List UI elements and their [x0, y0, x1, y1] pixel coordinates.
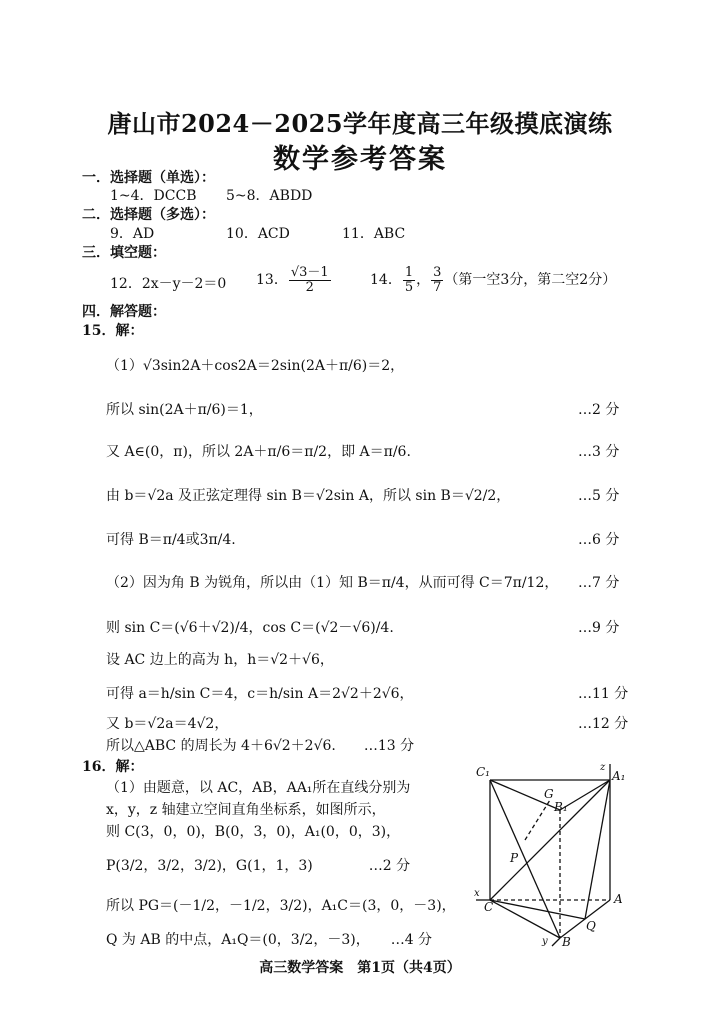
fill-answer-14-first: [403, 266, 415, 294]
section-3-heading: 三．填空题：: [82, 245, 166, 261]
p15-step-5: 可得 B＝π/4或3π/4.: [106, 532, 236, 548]
fill-answer-12: 12．2x－y－2＝0: [110, 276, 227, 292]
p16-step-6-text: Q 为 AB 的中点，A₁Q＝(0，3/2，－3)，: [106, 932, 363, 948]
p15-step-4: 由 b＝√2a 及正弦定理得 sin B＝√2sin A，所以 sin B＝√2/2，: [106, 488, 511, 504]
label-C1: C₁: [476, 765, 490, 779]
p16-step-4-text: P(3/2，3/2，3/2)，G(1，1，3): [106, 858, 313, 874]
multi-answer-9: 9．AD: [110, 226, 155, 242]
label-P: P: [510, 851, 519, 865]
p15-step-3: 又 A∈(0，π)，所以 2A＋π/6＝π/2，即 A＝π/6.: [106, 444, 411, 460]
p15-step-2-score: …2 分: [578, 402, 620, 418]
p15-step-6-score: …7 分: [578, 575, 620, 591]
label-Q: Q: [586, 919, 596, 933]
fill-answer-13-label: 13．: [256, 272, 288, 289]
p16-step-6: [106, 930, 432, 950]
label-B: B: [562, 935, 571, 948]
fill-answer-14-label: 14．: [370, 272, 402, 289]
section-4-heading: 四．解答题：: [82, 304, 166, 320]
p16-step-4-score: …2 分: [368, 858, 411, 874]
p15-step-4-score: …5 分: [578, 488, 620, 504]
mc-answers-1-4: 1~4．DCCB: [110, 188, 197, 204]
fill-answer-14-second-denominator: 7: [433, 279, 442, 295]
label-C: C: [484, 900, 494, 914]
p15-step-9-score: …11 分: [578, 686, 629, 702]
section-2-heading: 二．选择题（多选）：: [82, 207, 215, 223]
problem-16-label: 16．解：: [82, 759, 144, 775]
page-footer: 高三数学答案 第1页（共4页）: [259, 960, 461, 976]
fill-answer-14-note: （第一空3分，第二空2分）: [444, 272, 617, 289]
p15-step-11: [106, 736, 414, 756]
label-G: G: [544, 787, 554, 801]
p15-step-7: 则 sin C＝(√6＋√2)/4，cos C＝(√2－√6)/4.: [106, 620, 394, 636]
fill-answer-13-numerator: √3－1: [290, 265, 329, 280]
fill-answer-14: 14． $\frac{1}{5}$ ， $\frac{3}{7}$ （第一空3分，第二空2分）: [370, 265, 617, 295]
fill-answer-14-second: [431, 266, 443, 294]
p15-step-5-score: …6 分: [578, 532, 620, 548]
p16-step-4: [106, 856, 410, 876]
p15-step-2: 所以 sin(2A＋π/6)＝1，: [106, 402, 263, 418]
p15-step-1: （1）√3sin2A＋cos2A＝2sin(2A＋π/6)＝2，: [106, 358, 405, 374]
fill-answer-13: [256, 266, 332, 294]
mc-answers-5-8: 5~8．ABDD: [226, 188, 313, 204]
p16-step-3: 则 C(3，0，0)，B(0，3，0)，A₁(0，0，3)，: [106, 824, 401, 840]
prism-figure: [462, 758, 632, 948]
label-A: A: [614, 892, 623, 906]
axis-z-label: z: [600, 762, 606, 773]
label-B1: B₁: [554, 800, 568, 814]
p15-step-10-score: …12 分: [578, 716, 629, 732]
label-A1: A₁: [612, 769, 626, 783]
multi-answer-10: 10．ACD: [226, 226, 290, 242]
multi-answer-11: 11．ABC: [342, 226, 406, 242]
p16-step-5: 所以 PG＝(－1/2，－1/2，3/2)，A₁C＝(3，0，－3)，: [106, 898, 456, 914]
p16-step-2: x，y，z 轴建立空间直角坐标系，如图所示，: [106, 802, 386, 818]
section-1-heading: 一．选择题（单选）：: [82, 170, 215, 186]
p16-step-1: （1）由题意，以 AC，AB，AA₁所在直线分别为: [106, 780, 411, 796]
p15-step-8: 设 AC 边上的高为 h，h＝√2＋√6，: [106, 652, 334, 668]
p15-step-10: 又 b＝√2a＝4√2，: [106, 716, 229, 732]
axis-x-label: x: [474, 888, 480, 899]
fill-answer-13-fraction: [289, 266, 331, 294]
fill-answer-14-first-numerator: 1: [404, 265, 414, 280]
page-subtitle: 数学参考答案: [273, 144, 447, 175]
p15-step-7-score: …9 分: [578, 620, 620, 636]
axis-y-label: y: [542, 936, 548, 947]
p15-step-9: 可得 a＝h/sin C＝4，c＝h/sin A＝2√2＋2√6，: [106, 686, 414, 702]
problem-15-label: 15．解：: [82, 323, 144, 339]
fill-answer-14-first-denominator: 5: [404, 279, 414, 295]
p15-step-3-score: …3 分: [578, 444, 620, 460]
fill-answer-14-second-numerator: 3: [433, 265, 442, 280]
p15-step-11-text: 所以△ABC 的周长为 4＋6√2＋2√6.: [106, 738, 336, 754]
page-title: 唐山市2024－2025学年度高三年级摸底演练: [107, 109, 613, 138]
fill-answer-13-denominator: 2: [305, 279, 314, 295]
p15-step-6: （2）因为角 B 为锐角，所以由（1）知 B＝π/4，从而可得 C＝7π/12，: [106, 575, 559, 591]
p16-step-6-score: …4 分: [390, 932, 433, 948]
p15-step-11-score: …13 分: [363, 738, 415, 754]
